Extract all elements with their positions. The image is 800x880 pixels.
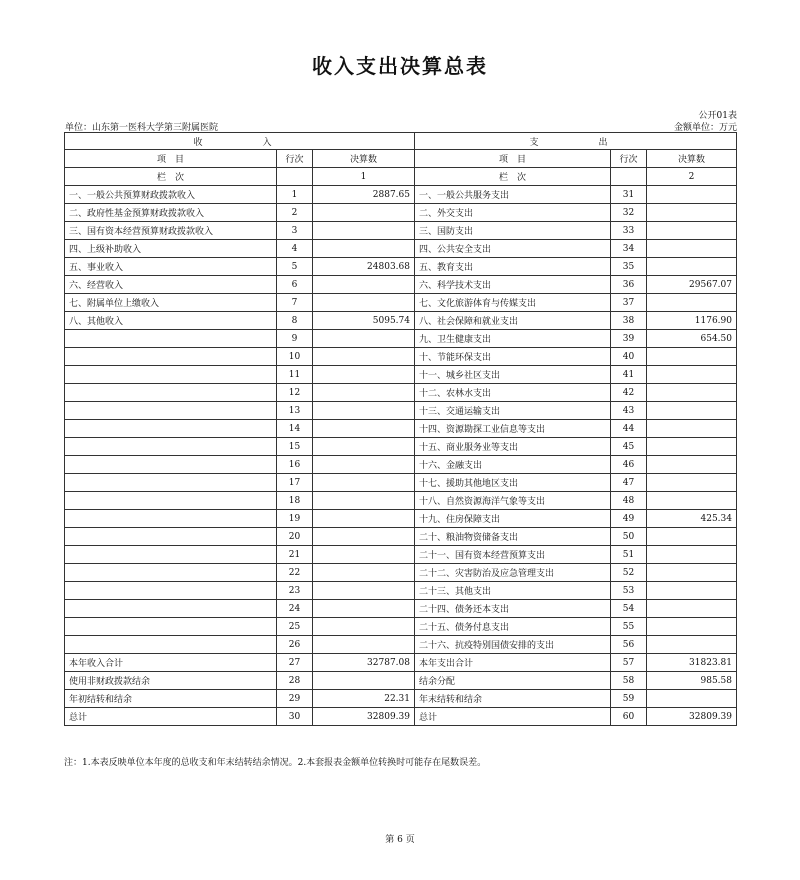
expense-rowno-cell: 48 bbox=[611, 492, 647, 510]
income-item-cell: 四、上级补助收入 bbox=[65, 240, 277, 258]
expense-rowno-cell: 32 bbox=[611, 204, 647, 222]
expense-item-cell: 五、教育支出 bbox=[415, 258, 611, 276]
income-rowno-cell: 21 bbox=[277, 546, 313, 564]
income-rowno-cell: 30 bbox=[277, 708, 313, 726]
expense-rowno-cell: 56 bbox=[611, 636, 647, 654]
income-rowno-cell: 16 bbox=[277, 456, 313, 474]
page-title: 收入支出决算总表 bbox=[312, 54, 488, 78]
table-row bbox=[65, 636, 737, 654]
income-amount-cell bbox=[313, 564, 415, 582]
expense-rowno-cell: 51 bbox=[611, 546, 647, 564]
expense-amount-cell bbox=[647, 240, 737, 258]
income-amount-cell bbox=[313, 582, 415, 600]
income-item-cell bbox=[65, 528, 277, 546]
income-rowno-cell: 7 bbox=[277, 294, 313, 312]
income-rowno-cell: 18 bbox=[277, 492, 313, 510]
income-amount-cell bbox=[313, 672, 415, 690]
income-amount-cell: 24803.68 bbox=[313, 258, 415, 276]
income-rowno-cell: 24 bbox=[277, 600, 313, 618]
income-item-cell: 使用非财政拨款结余 bbox=[65, 672, 277, 690]
expense-item-cell: 十八、自然资源海洋气象等支出 bbox=[415, 492, 611, 510]
expense-rowno-cell: 58 bbox=[611, 672, 647, 690]
income-item-cell: 六、经营收入 bbox=[65, 276, 277, 294]
income-rowno-cell: 2 bbox=[277, 204, 313, 222]
expense-amount-cell bbox=[647, 348, 737, 366]
expense-rowno-cell: 53 bbox=[611, 582, 647, 600]
income-rowno-cell: 11 bbox=[277, 366, 313, 384]
expense-rowno-cell: 31 bbox=[611, 186, 647, 204]
expense-amount-cell bbox=[647, 186, 737, 204]
expense-rowno-cell: 60 bbox=[611, 708, 647, 726]
expense-item-cell: 八、社会保障和就业支出 bbox=[415, 312, 611, 330]
expense-item-cell: 总计 bbox=[415, 708, 611, 726]
expense-item-cell: 二、外交支出 bbox=[415, 204, 611, 222]
table-row bbox=[65, 492, 737, 510]
income-rowno-cell: 3 bbox=[277, 222, 313, 240]
income-rowno-cell: 28 bbox=[277, 672, 313, 690]
income-rowno-cell: 23 bbox=[277, 582, 313, 600]
table-row bbox=[65, 366, 737, 384]
expense-amount-cell bbox=[647, 528, 737, 546]
income-rowno-cell: 20 bbox=[277, 528, 313, 546]
income-rowno-cell: 9 bbox=[277, 330, 313, 348]
table-row bbox=[65, 438, 737, 456]
table-row bbox=[65, 186, 737, 204]
expense-amount-cell bbox=[647, 384, 737, 402]
expense-rowno-cell: 33 bbox=[611, 222, 647, 240]
income-rowno-cell: 27 bbox=[277, 654, 313, 672]
expense-item-cell: 一、一般公共服务支出 bbox=[415, 186, 611, 204]
form-code: 公开01表 bbox=[698, 111, 737, 121]
income-section-header: 收 入 bbox=[65, 133, 415, 150]
income-rowno-cell: 13 bbox=[277, 402, 313, 420]
income-rowno-cell: 14 bbox=[277, 420, 313, 438]
income-rowno-cell: 25 bbox=[277, 618, 313, 636]
expense-item-cell: 二十四、债务还本支出 bbox=[415, 600, 611, 618]
income-rowno-cell: 26 bbox=[277, 636, 313, 654]
income-item-header: 项 目 bbox=[65, 150, 277, 168]
expense-rowno-cell: 35 bbox=[611, 258, 647, 276]
income-item-cell: 二、政府性基金预算财政拨款收入 bbox=[65, 204, 277, 222]
income-amount-cell bbox=[313, 492, 415, 510]
expense-lanci-rowno bbox=[611, 168, 647, 186]
income-rowno-cell: 12 bbox=[277, 384, 313, 402]
expense-rowno-cell: 38 bbox=[611, 312, 647, 330]
table-row bbox=[65, 654, 737, 672]
table-row bbox=[65, 348, 737, 366]
income-item-cell bbox=[65, 438, 277, 456]
table-row bbox=[65, 330, 737, 348]
income-item-cell bbox=[65, 564, 277, 582]
income-rowno-cell: 1 bbox=[277, 186, 313, 204]
income-item-cell bbox=[65, 636, 277, 654]
expense-rowno-cell: 44 bbox=[611, 420, 647, 438]
table-row bbox=[65, 402, 737, 420]
expense-item-cell: 十三、交通运输支出 bbox=[415, 402, 611, 420]
table-row bbox=[65, 510, 737, 528]
expense-rowno-cell: 34 bbox=[611, 240, 647, 258]
table-row bbox=[65, 384, 737, 402]
expense-amount-cell bbox=[647, 366, 737, 384]
income-amount-cell: 22.31 bbox=[313, 690, 415, 708]
expense-item-cell: 七、文化旅游体育与传媒支出 bbox=[415, 294, 611, 312]
header-row-lanci bbox=[65, 168, 737, 186]
table-row bbox=[65, 582, 737, 600]
income-item-cell bbox=[65, 456, 277, 474]
expense-rowno-cell: 54 bbox=[611, 600, 647, 618]
header-row-columns bbox=[65, 150, 737, 168]
expense-item-cell: 二十五、债务付息支出 bbox=[415, 618, 611, 636]
header-row-sections bbox=[65, 133, 737, 150]
expense-amount-cell bbox=[647, 402, 737, 420]
income-item-cell: 本年收入合计 bbox=[65, 654, 277, 672]
expense-rowno-cell: 57 bbox=[611, 654, 647, 672]
income-item-cell bbox=[65, 582, 277, 600]
expense-amount-cell bbox=[647, 564, 737, 582]
expense-item-cell: 十六、金融支出 bbox=[415, 456, 611, 474]
income-col-number: 1 bbox=[313, 168, 415, 186]
income-item-cell bbox=[65, 366, 277, 384]
table-row bbox=[65, 618, 737, 636]
expense-item-cell: 六、科学技术支出 bbox=[415, 276, 611, 294]
expense-item-cell: 二十二、灾害防治及应急管理支出 bbox=[415, 564, 611, 582]
expense-item-cell: 九、卫生健康支出 bbox=[415, 330, 611, 348]
expense-col-number: 2 bbox=[647, 168, 737, 186]
expense-item-cell: 十九、住房保障支出 bbox=[415, 510, 611, 528]
table-row bbox=[65, 222, 737, 240]
table-row bbox=[65, 456, 737, 474]
expense-amount-header: 决算数 bbox=[647, 150, 737, 168]
income-amount-cell bbox=[313, 402, 415, 420]
income-amount-cell bbox=[313, 438, 415, 456]
income-expense-table bbox=[64, 132, 737, 726]
income-amount-cell bbox=[313, 528, 415, 546]
table-row bbox=[65, 672, 737, 690]
expense-amount-cell: 1176.90 bbox=[647, 312, 737, 330]
income-amount-cell bbox=[313, 546, 415, 564]
expense-amount-cell: 985.58 bbox=[647, 672, 737, 690]
income-rowno-cell: 22 bbox=[277, 564, 313, 582]
expense-amount-cell: 29567.07 bbox=[647, 276, 737, 294]
income-item-cell bbox=[65, 474, 277, 492]
income-amount-cell bbox=[313, 294, 415, 312]
expense-item-cell: 二十一、国有资本经营预算支出 bbox=[415, 546, 611, 564]
expense-item-cell: 十四、资源勘探工业信息等支出 bbox=[415, 420, 611, 438]
income-rowno-cell: 4 bbox=[277, 240, 313, 258]
income-item-cell: 总计 bbox=[65, 708, 277, 726]
expense-rowno-cell: 43 bbox=[611, 402, 647, 420]
income-rowno-cell: 5 bbox=[277, 258, 313, 276]
table-row bbox=[65, 294, 737, 312]
expense-rowno-cell: 39 bbox=[611, 330, 647, 348]
table-row bbox=[65, 204, 737, 222]
table-row bbox=[65, 312, 737, 330]
income-item-cell: 年初结转和结余 bbox=[65, 690, 277, 708]
income-item-cell bbox=[65, 384, 277, 402]
expense-amount-cell: 32809.39 bbox=[647, 708, 737, 726]
expense-amount-cell bbox=[647, 690, 737, 708]
expense-item-cell: 十七、援助其他地区支出 bbox=[415, 474, 611, 492]
expense-amount-cell bbox=[647, 420, 737, 438]
income-item-cell bbox=[65, 600, 277, 618]
income-amount-cell bbox=[313, 204, 415, 222]
table-row bbox=[65, 276, 737, 294]
income-item-cell: 五、事业收入 bbox=[65, 258, 277, 276]
expense-rowno-cell: 41 bbox=[611, 366, 647, 384]
expense-amount-cell bbox=[647, 456, 737, 474]
expense-item-cell: 年末结转和结余 bbox=[415, 690, 611, 708]
income-rowno-cell: 8 bbox=[277, 312, 313, 330]
income-item-cell bbox=[65, 330, 277, 348]
page-number: 第 6 页 bbox=[385, 835, 415, 845]
expense-amount-cell bbox=[647, 258, 737, 276]
table-row bbox=[65, 528, 737, 546]
income-rowno-cell: 17 bbox=[277, 474, 313, 492]
expense-item-cell: 本年支出合计 bbox=[415, 654, 611, 672]
income-amount-cell bbox=[313, 510, 415, 528]
expense-item-cell: 十五、商业服务业等支出 bbox=[415, 438, 611, 456]
expense-rowno-cell: 42 bbox=[611, 384, 647, 402]
expense-amount-cell bbox=[647, 204, 737, 222]
table-body bbox=[65, 186, 737, 726]
income-item-cell bbox=[65, 402, 277, 420]
income-amount-cell bbox=[313, 420, 415, 438]
income-item-cell bbox=[65, 618, 277, 636]
expense-item-cell: 十一、城乡社区支出 bbox=[415, 366, 611, 384]
expense-item-cell: 二十六、抗疫特别国债安排的支出 bbox=[415, 636, 611, 654]
expense-rowno-cell: 59 bbox=[611, 690, 647, 708]
expense-item-cell: 十、节能环保支出 bbox=[415, 348, 611, 366]
income-rowno-header: 行次 bbox=[277, 150, 313, 168]
income-rowno-cell: 19 bbox=[277, 510, 313, 528]
income-item-cell bbox=[65, 492, 277, 510]
table-row bbox=[65, 600, 737, 618]
footnote: 注：1.本表反映单位本年度的总收支和年末结转结余情况。2.本套报表金额单位转换时可能存在尾数误差。 bbox=[64, 758, 487, 768]
expense-amount-cell bbox=[647, 294, 737, 312]
table-row bbox=[65, 474, 737, 492]
expense-item-header: 项 目 bbox=[415, 150, 611, 168]
reporting-unit: 单位：山东第一医科大学第三附属医院 bbox=[65, 123, 219, 133]
income-amount-cell bbox=[313, 330, 415, 348]
expense-amount-cell bbox=[647, 600, 737, 618]
expense-amount-cell bbox=[647, 222, 737, 240]
expense-rowno-cell: 50 bbox=[611, 528, 647, 546]
expense-lanci-label: 栏 次 bbox=[415, 168, 611, 186]
expense-item-cell: 三、国防支出 bbox=[415, 222, 611, 240]
expense-item-cell: 四、公共安全支出 bbox=[415, 240, 611, 258]
income-amount-cell bbox=[313, 618, 415, 636]
table-row bbox=[65, 690, 737, 708]
income-amount-cell bbox=[313, 240, 415, 258]
income-lanci-label: 栏 次 bbox=[65, 168, 277, 186]
expense-rowno-cell: 36 bbox=[611, 276, 647, 294]
expense-amount-cell bbox=[647, 492, 737, 510]
expense-amount-cell bbox=[647, 618, 737, 636]
income-amount-header: 决算数 bbox=[313, 150, 415, 168]
income-rowno-cell: 15 bbox=[277, 438, 313, 456]
income-amount-cell: 32809.39 bbox=[313, 708, 415, 726]
income-amount-cell bbox=[313, 456, 415, 474]
income-amount-cell bbox=[313, 222, 415, 240]
expense-item-cell: 结余分配 bbox=[415, 672, 611, 690]
expense-rowno-cell: 55 bbox=[611, 618, 647, 636]
expense-amount-cell bbox=[647, 438, 737, 456]
expense-rowno-cell: 52 bbox=[611, 564, 647, 582]
income-item-cell: 一、一般公共预算财政拨款收入 bbox=[65, 186, 277, 204]
income-amount-cell bbox=[313, 348, 415, 366]
income-amount-cell bbox=[313, 276, 415, 294]
expense-amount-cell: 654.50 bbox=[647, 330, 737, 348]
expense-amount-cell bbox=[647, 636, 737, 654]
income-amount-cell bbox=[313, 366, 415, 384]
expense-item-cell: 二十、粮油物资储备支出 bbox=[415, 528, 611, 546]
table-row bbox=[65, 546, 737, 564]
income-item-cell bbox=[65, 348, 277, 366]
expense-item-cell: 二十三、其他支出 bbox=[415, 582, 611, 600]
expense-rowno-cell: 45 bbox=[611, 438, 647, 456]
expense-section-header: 支 出 bbox=[415, 133, 737, 150]
amount-unit: 金额单位：万元 bbox=[673, 123, 737, 133]
expense-amount-cell bbox=[647, 546, 737, 564]
income-rowno-cell: 6 bbox=[277, 276, 313, 294]
income-rowno-cell: 29 bbox=[277, 690, 313, 708]
table-row bbox=[65, 258, 737, 276]
income-amount-cell bbox=[313, 384, 415, 402]
expense-item-cell: 十二、农林水支出 bbox=[415, 384, 611, 402]
income-amount-cell bbox=[313, 636, 415, 654]
income-amount-cell bbox=[313, 474, 415, 492]
expense-rowno-cell: 49 bbox=[611, 510, 647, 528]
table-row bbox=[65, 240, 737, 258]
expense-amount-cell bbox=[647, 474, 737, 492]
table-row bbox=[65, 420, 737, 438]
table-row bbox=[65, 564, 737, 582]
expense-rowno-cell: 46 bbox=[611, 456, 647, 474]
expense-amount-cell: 31823.81 bbox=[647, 654, 737, 672]
expense-rowno-cell: 37 bbox=[611, 294, 647, 312]
table-row bbox=[65, 708, 737, 726]
expense-amount-cell: 425.34 bbox=[647, 510, 737, 528]
income-item-cell bbox=[65, 546, 277, 564]
income-amount-cell: 2887.65 bbox=[313, 186, 415, 204]
income-item-cell: 三、国有资本经营预算财政拨款收入 bbox=[65, 222, 277, 240]
income-item-cell bbox=[65, 510, 277, 528]
expense-amount-cell bbox=[647, 582, 737, 600]
income-amount-cell: 32787.08 bbox=[313, 654, 415, 672]
income-item-cell: 七、附属单位上缴收入 bbox=[65, 294, 277, 312]
expense-rowno-cell: 47 bbox=[611, 474, 647, 492]
income-lanci-rowno bbox=[277, 168, 313, 186]
income-item-cell: 八、其他收入 bbox=[65, 312, 277, 330]
income-amount-cell: 5095.74 bbox=[313, 312, 415, 330]
expense-rowno-header: 行次 bbox=[611, 150, 647, 168]
income-rowno-cell: 10 bbox=[277, 348, 313, 366]
income-item-cell bbox=[65, 420, 277, 438]
income-amount-cell bbox=[313, 600, 415, 618]
expense-rowno-cell: 40 bbox=[611, 348, 647, 366]
